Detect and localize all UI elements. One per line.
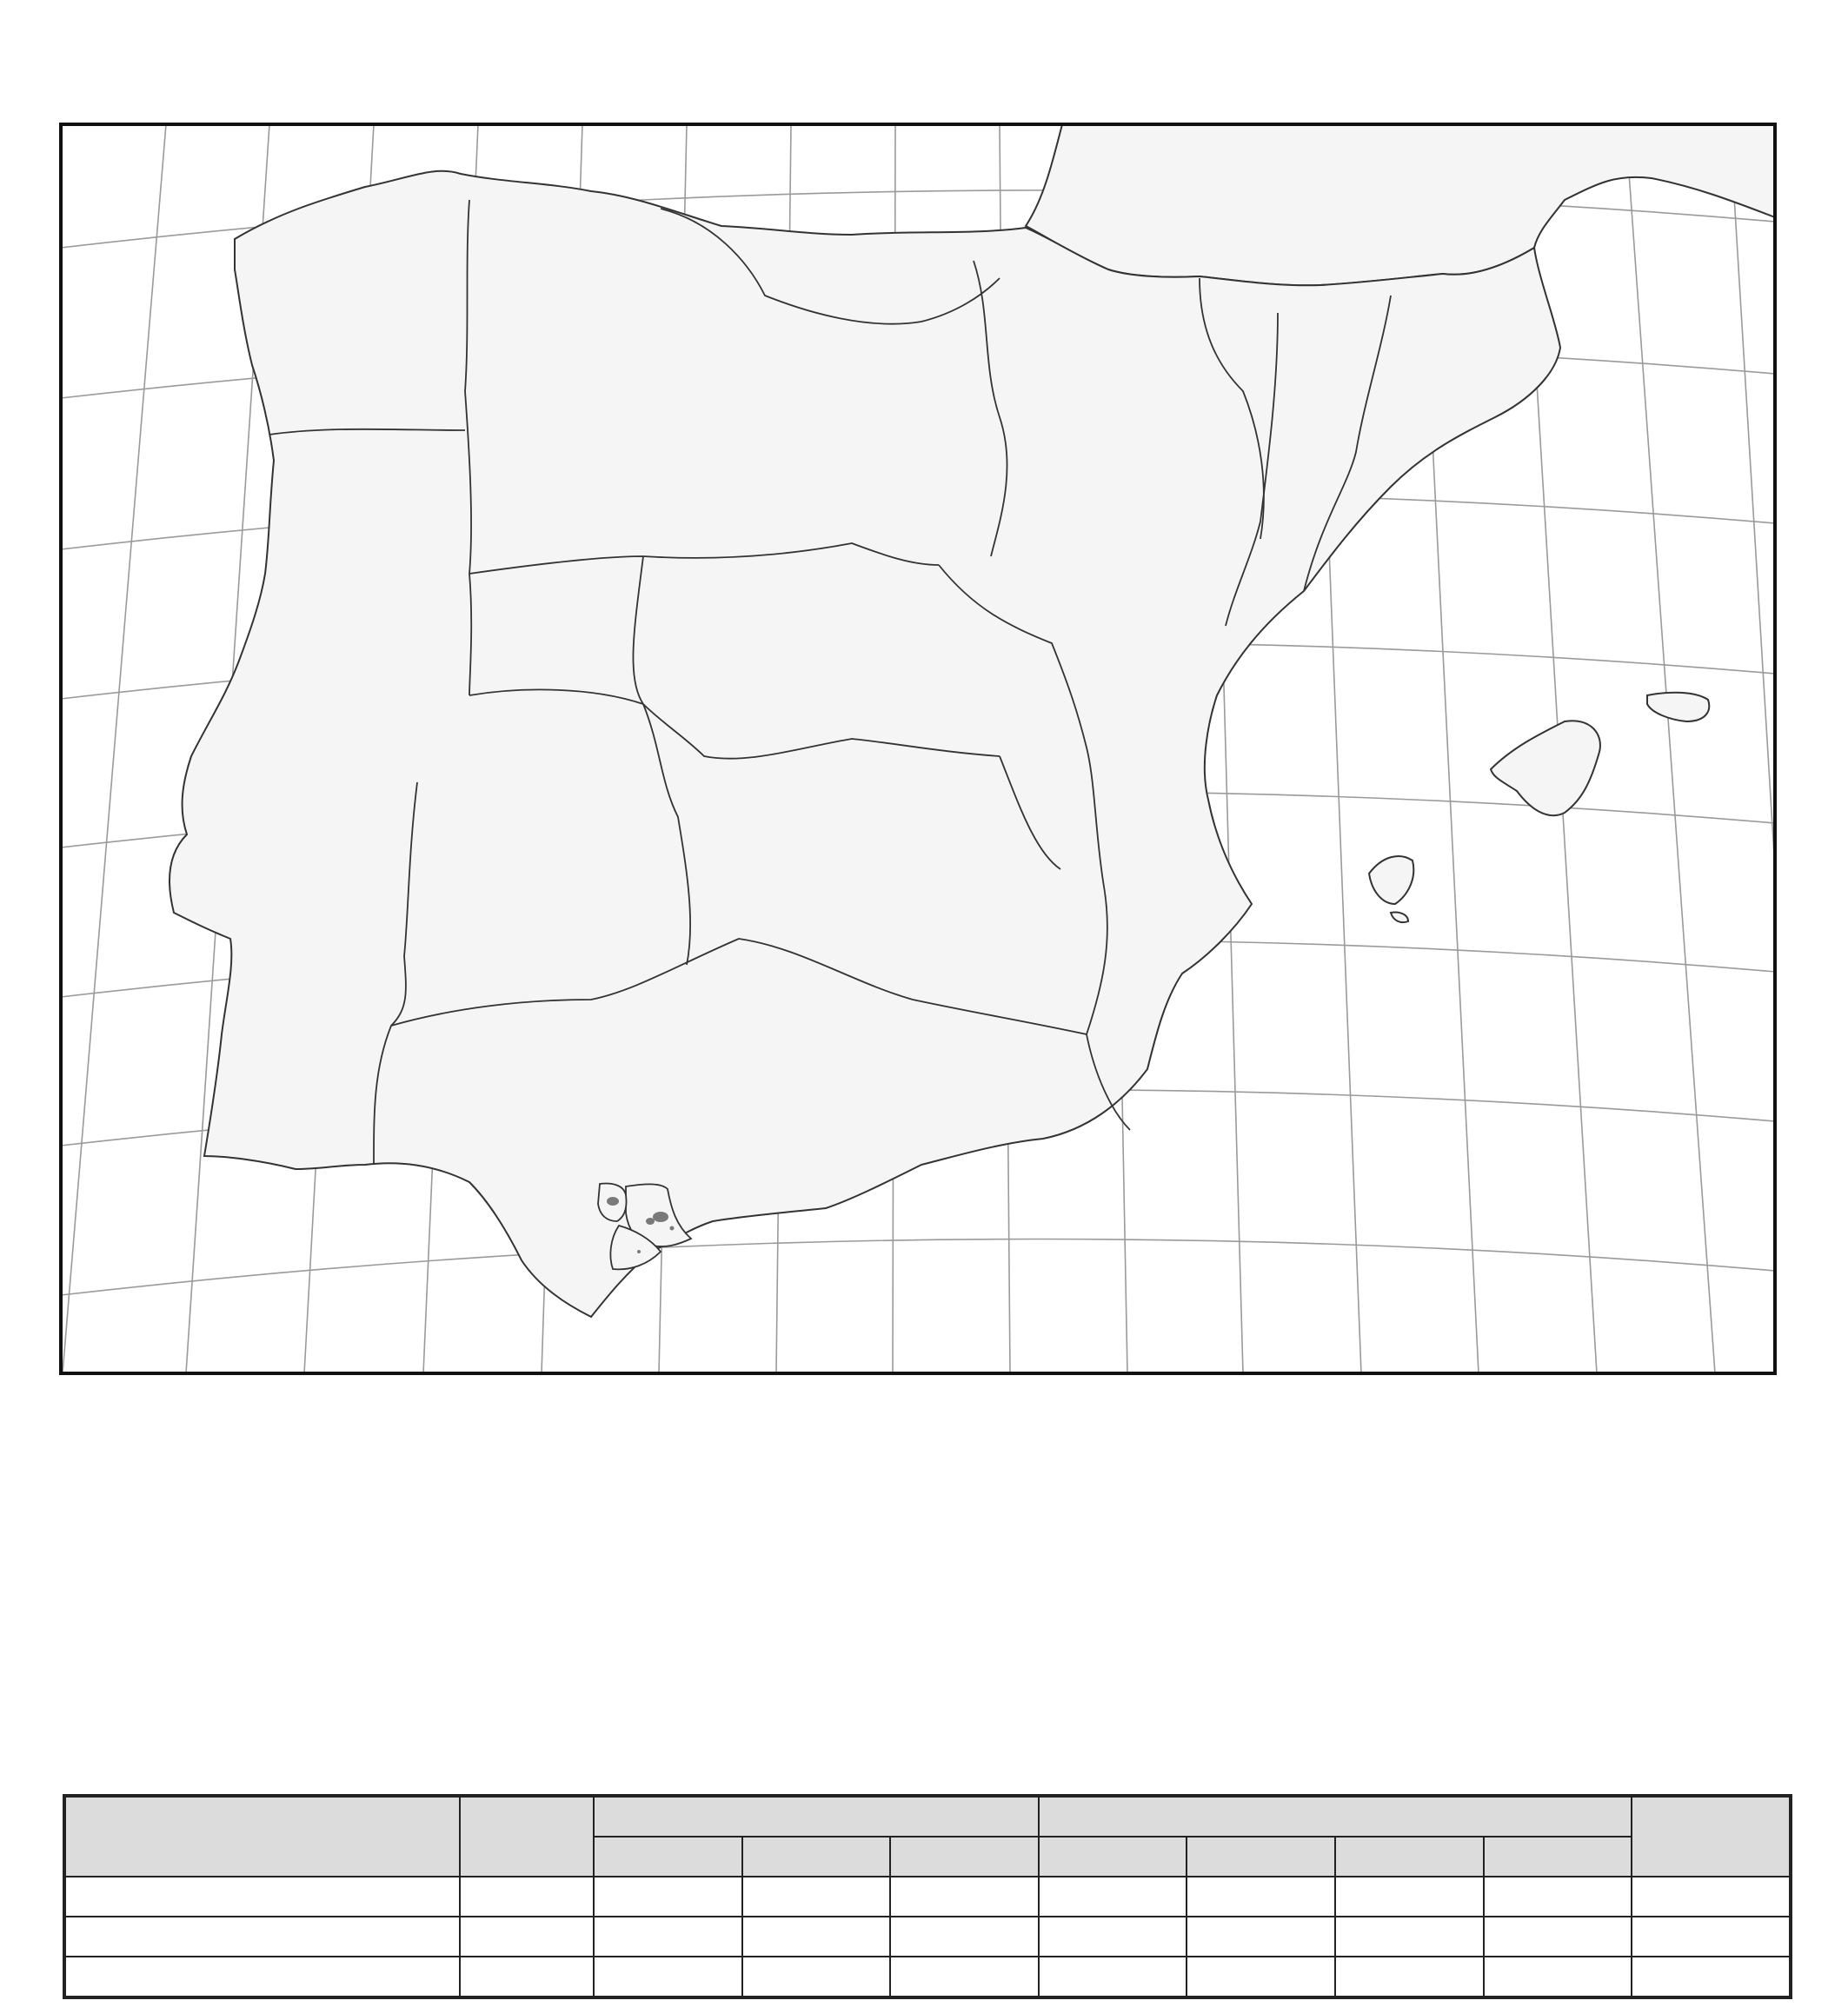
cell-region: [64, 1917, 460, 1957]
cell-min: [890, 1957, 1039, 1997]
cell-min: [890, 1877, 1039, 1917]
header-lat-min: [1039, 1837, 1187, 1877]
header-limits: [1039, 1796, 1632, 1837]
header-med: [594, 1837, 742, 1877]
cell-long-min: [1335, 1877, 1484, 1917]
cell-code: [460, 1917, 594, 1957]
cell-long-max: [1484, 1917, 1632, 1957]
cell-lat-max: [1187, 1877, 1335, 1917]
cell-lat-max: [1187, 1957, 1335, 1997]
cell-max: [742, 1957, 891, 1997]
cell-code: [460, 1877, 594, 1917]
header-altitude: [594, 1796, 1039, 1837]
table-row: [64, 1957, 1791, 1997]
cell-lat-min: [1039, 1877, 1187, 1917]
header-location: [1632, 1796, 1791, 1877]
header-lat-max: [1187, 1837, 1335, 1877]
cell-max: [742, 1877, 891, 1917]
cell-code: [460, 1957, 594, 1997]
header-region: [64, 1796, 460, 1877]
cell-max: [742, 1917, 891, 1957]
table-row: [64, 1877, 1791, 1917]
cell-med: [594, 1917, 742, 1957]
cell-long-min: [1335, 1917, 1484, 1957]
cell-lat-max: [1187, 1917, 1335, 1957]
header-code: [460, 1796, 594, 1877]
cell-long-max: [1484, 1877, 1632, 1917]
header-min: [890, 1837, 1039, 1877]
cell-location: [1632, 1957, 1791, 1997]
table-row: [64, 1917, 1791, 1957]
cell-long-min: [1335, 1957, 1484, 1997]
header-long-min: [1335, 1837, 1484, 1877]
header-long-max: [1484, 1837, 1632, 1877]
cell-med: [594, 1877, 742, 1917]
cell-location: [1632, 1917, 1791, 1957]
cell-region: [64, 1877, 460, 1917]
cell-med: [594, 1957, 742, 1997]
provenance-table: [63, 1794, 1792, 1999]
header-max: [742, 1837, 891, 1877]
cell-lat-min: [1039, 1957, 1187, 1997]
cell-lat-min: [1039, 1917, 1187, 1957]
cell-min: [890, 1917, 1039, 1957]
cell-location: [1632, 1877, 1791, 1917]
cell-long-max: [1484, 1957, 1632, 1997]
cell-region: [64, 1957, 460, 1997]
